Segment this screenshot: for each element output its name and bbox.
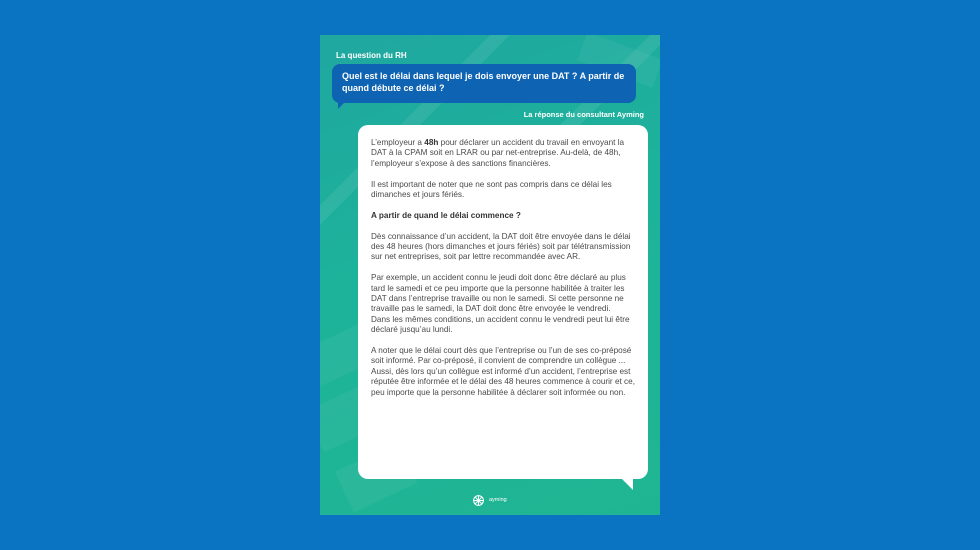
answer-label: La réponse du consultant Ayming [523,110,644,119]
answer-highlight: 48h [424,138,439,147]
infographic-card [320,35,660,515]
answer-paragraph-1: L’employeur a 48h pour déclarer un accident du travail en envoyant la DAT à la CPAM soit en LRAR ou par net-entreprise. Au-delà, de 48h, l’employeur s’expose à des sanctions financières. [371,138,625,168]
ayming-logo-text: ayming [489,497,507,503]
ayming-logo [472,492,532,508]
answer-heading: A partir de quand le délai commence ? [371,210,521,220]
answer-paragraph-3: Dès connaissance d’un accident, la DAT doit être envoyée dans le délai des 48 heures (hors dimanches et jours fériés) soit par télétransmission sur net entreprises, soit par lettre recommandée avec AR. [371,231,631,262]
question-bubble-tail [338,101,346,109]
answer-paragraph-4: Par exemple, un accident connu le jeudi doit donc être déclaré au plus tard le samedi et ce peu importe que la personne habilitée à traiter les DAT dans l’entreprise travaille ou non le samedi. Si cette personne ne travaille pas le samedi, la DAT doit donc être envoyée le vendredi. [371,273,626,314]
answer-paragraph-6: A noter que le délai court dès que l’entreprise ou l’un de ses co-préposé soit informé. Par co-préposé, il convient de comprendre un collègue ... Aussi, dès lors qu’un collègue est informé d’un accident, l’entreprise est réputée être informée et le délai des 48 heures commence à courir et ce, peu importe que la personne habilitée à déclarer soit informée ou non. [371,346,635,397]
answer-paragraph-2: Il est important de noter que ne sont pas compris dans ce délai les dimanches et jours fériés. [371,179,612,200]
answer-bubble [358,125,648,479]
question-label: La question du RH [336,51,407,60]
answer-paragraph-5: Dans les mêmes conditions, un accident connu le vendredi peut lui être déclaré jusqu’au lundi. [371,314,630,335]
answer-bubble-tail [621,478,633,490]
ayming-logo-icon [472,494,485,507]
question-bubble: Quel est le délai dans lequel je dois envoyer une DAT ? A partir de quand débute ce délai ? [332,64,636,103]
